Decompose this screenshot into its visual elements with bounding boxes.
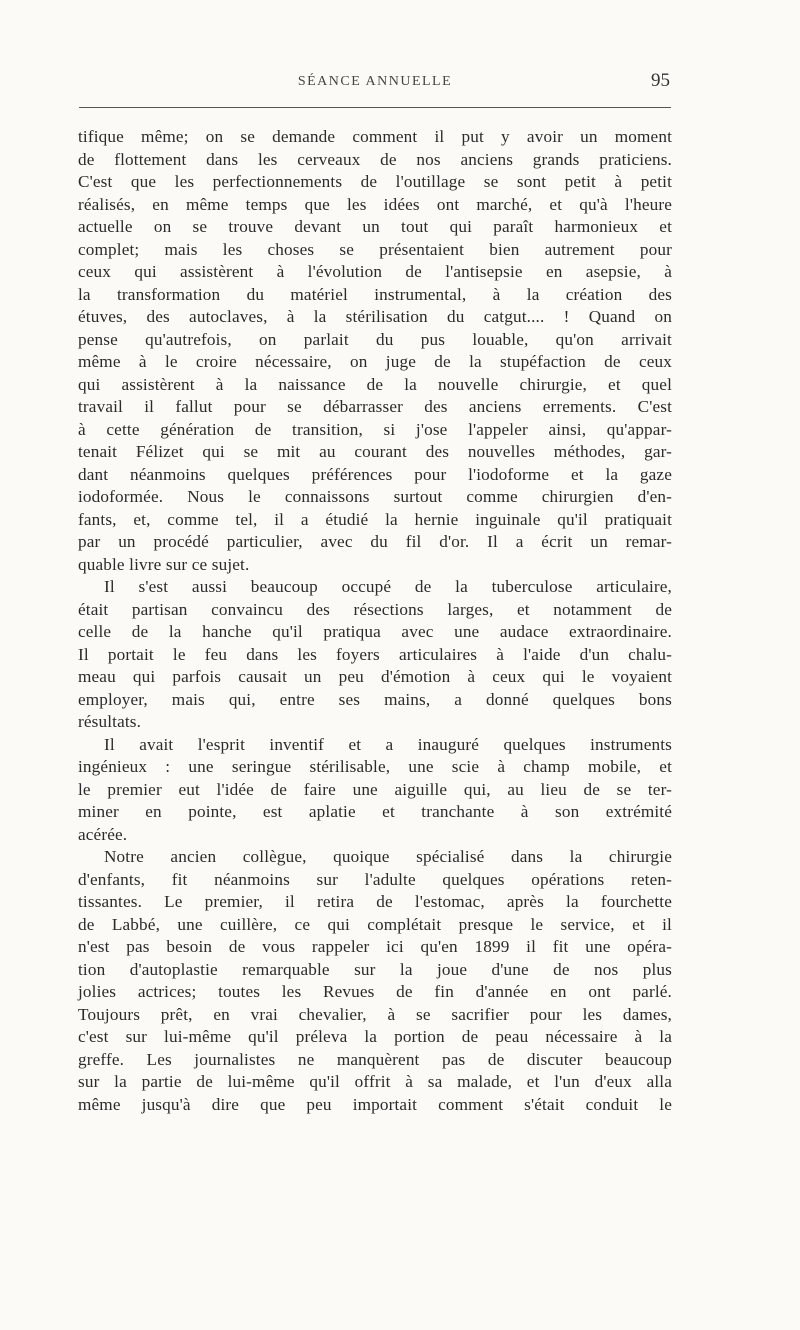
text-line: n'est pas besoin de vous rappeler ici qu'en 1899 il fit une opéra- [78, 937, 672, 956]
text-line: miner en pointe, est aplatie et tranchante à son extrémité [78, 802, 672, 821]
text-line: acérée. [78, 824, 128, 844]
text-line: C'est que les perfectionnements de l'outillage se sont petit à petit [78, 172, 672, 191]
text-line: travail il fallut pour se débarrasser des anciens errements. C'est [78, 397, 672, 416]
text-line: réalisés, en même temps que les idées ont marché, et qu'à l'heure [78, 194, 672, 214]
text-line: la transformation du matériel instrumental, à la création des [78, 284, 672, 304]
text-line: fants, et, comme tel, il a étudié la hernie inguinale qu'il pratiquait [78, 509, 672, 529]
header-rule [79, 107, 671, 108]
page-number: 95 [651, 70, 670, 91]
running-title: SÉANCE ANNUELLE [297, 74, 453, 89]
text-line: greffe. Les journalistes ne manquèrent pas de discuter beaucoup [78, 1049, 672, 1069]
text-line: tenait Félizet qui se mit au courant des nouvelles méthodes, gar- [78, 442, 672, 461]
text-line: ingénieux : une seringue stérilisable, une scie à champ mobile, et [78, 757, 672, 776]
text-line: sur la partie de lui-même qu'il offrit à sa malade, et l'un d'eux alla [78, 1072, 672, 1091]
text-line: c'est sur lui-même qu'il préleva la portion de peau nécessaire à la [78, 1027, 672, 1046]
text-line: jolies actrices; toutes les Revues de fin d'année en ont parlé. [78, 982, 672, 1001]
text-line: dant néanmoins quelques préférences pour l'iodoforme et la gaze [78, 464, 672, 484]
text-line: Il avait l'esprit inventif et a inauguré quelques instruments [104, 734, 672, 754]
text-line: étuves, des autoclaves, à la stérilisation du catgut.... ! Quand on [78, 307, 672, 326]
text-line: Il portait le feu dans les foyers articulaires à l'aide d'un chalu- [78, 644, 672, 664]
text-line: à cette génération de transition, si j'ose l'appeler ainsi, qu'appar- [78, 419, 672, 439]
text-line: employer, mais qui, entre ses mains, a donné quelques bons [78, 689, 672, 709]
text-line: pense qu'autrefois, on parlait du pus louable, qu'on arrivait [78, 329, 672, 349]
text-line: même jusqu'à dire que peu importait comment s'était conduit le [78, 1094, 672, 1114]
page-header [78, 70, 672, 98]
text-line: par un procédé particulier, avec du fil d'or. Il a écrit un remar- [78, 532, 672, 551]
text-line: qui assistèrent à la naissance de la nouvelle chirurgie, et quel [78, 374, 672, 394]
text-line: tissantes. Le premier, il retira de l'estomac, après la fourchette [78, 892, 672, 911]
text-line: tion d'autoplastie remarquable sur la joue d'une de nos plus [78, 959, 672, 979]
text-line: le premier eut l'idée de faire une aiguille qui, au lieu de se ter- [78, 779, 672, 799]
text-line: actuelle on se trouve devant un tout qui paraît harmonieux et [78, 217, 672, 236]
text-line: Il s'est aussi beaucoup occupé de la tuberculose articulaire, [104, 577, 672, 596]
text-line: de Labbé, une cuillère, ce qui complétait presque le service, et il [78, 914, 672, 934]
text-line: celle de la hanche qu'il pratiqua avec une audace extraordinaire. [78, 622, 672, 641]
text-line: meau qui parfois causait un peu d'émotion à ceux qui le voyaient [78, 667, 672, 686]
text-line: était partisan convaincu des résections larges, et notamment de [78, 599, 672, 619]
text-line: d'enfants, fit néanmoins sur l'adulte quelques opérations reten- [78, 869, 672, 889]
text-line: ceux qui assistèrent à l'évolution de l'antisepsie en asepsie, à [78, 262, 672, 281]
text-line: iodoformée. Nous le connaissons surtout comme chirurgien d'en- [78, 487, 672, 506]
text-line: tifique même; on se demande comment il put y avoir un moment [78, 127, 672, 146]
book-page [78, 0, 672, 1330]
text-line: complet; mais les choses se présentaient bien autrement pour [78, 239, 672, 259]
text-line: quable livre sur ce sujet. [78, 554, 250, 574]
text-line: Notre ancien collègue, quoique spécialisé dans la chirurgie [104, 847, 672, 866]
text-line: même à le croire nécessaire, on juge de la stupéfaction de ceux [78, 352, 672, 371]
text-line: Toujours prêt, en vrai chevalier, à se sacrifier pour les dames, [78, 1004, 672, 1024]
body-text [78, 126, 672, 1116]
text-line: résultats. [78, 712, 142, 731]
text-line: de flottement dans les cerveaux de nos anciens grands praticiens. [78, 149, 672, 169]
